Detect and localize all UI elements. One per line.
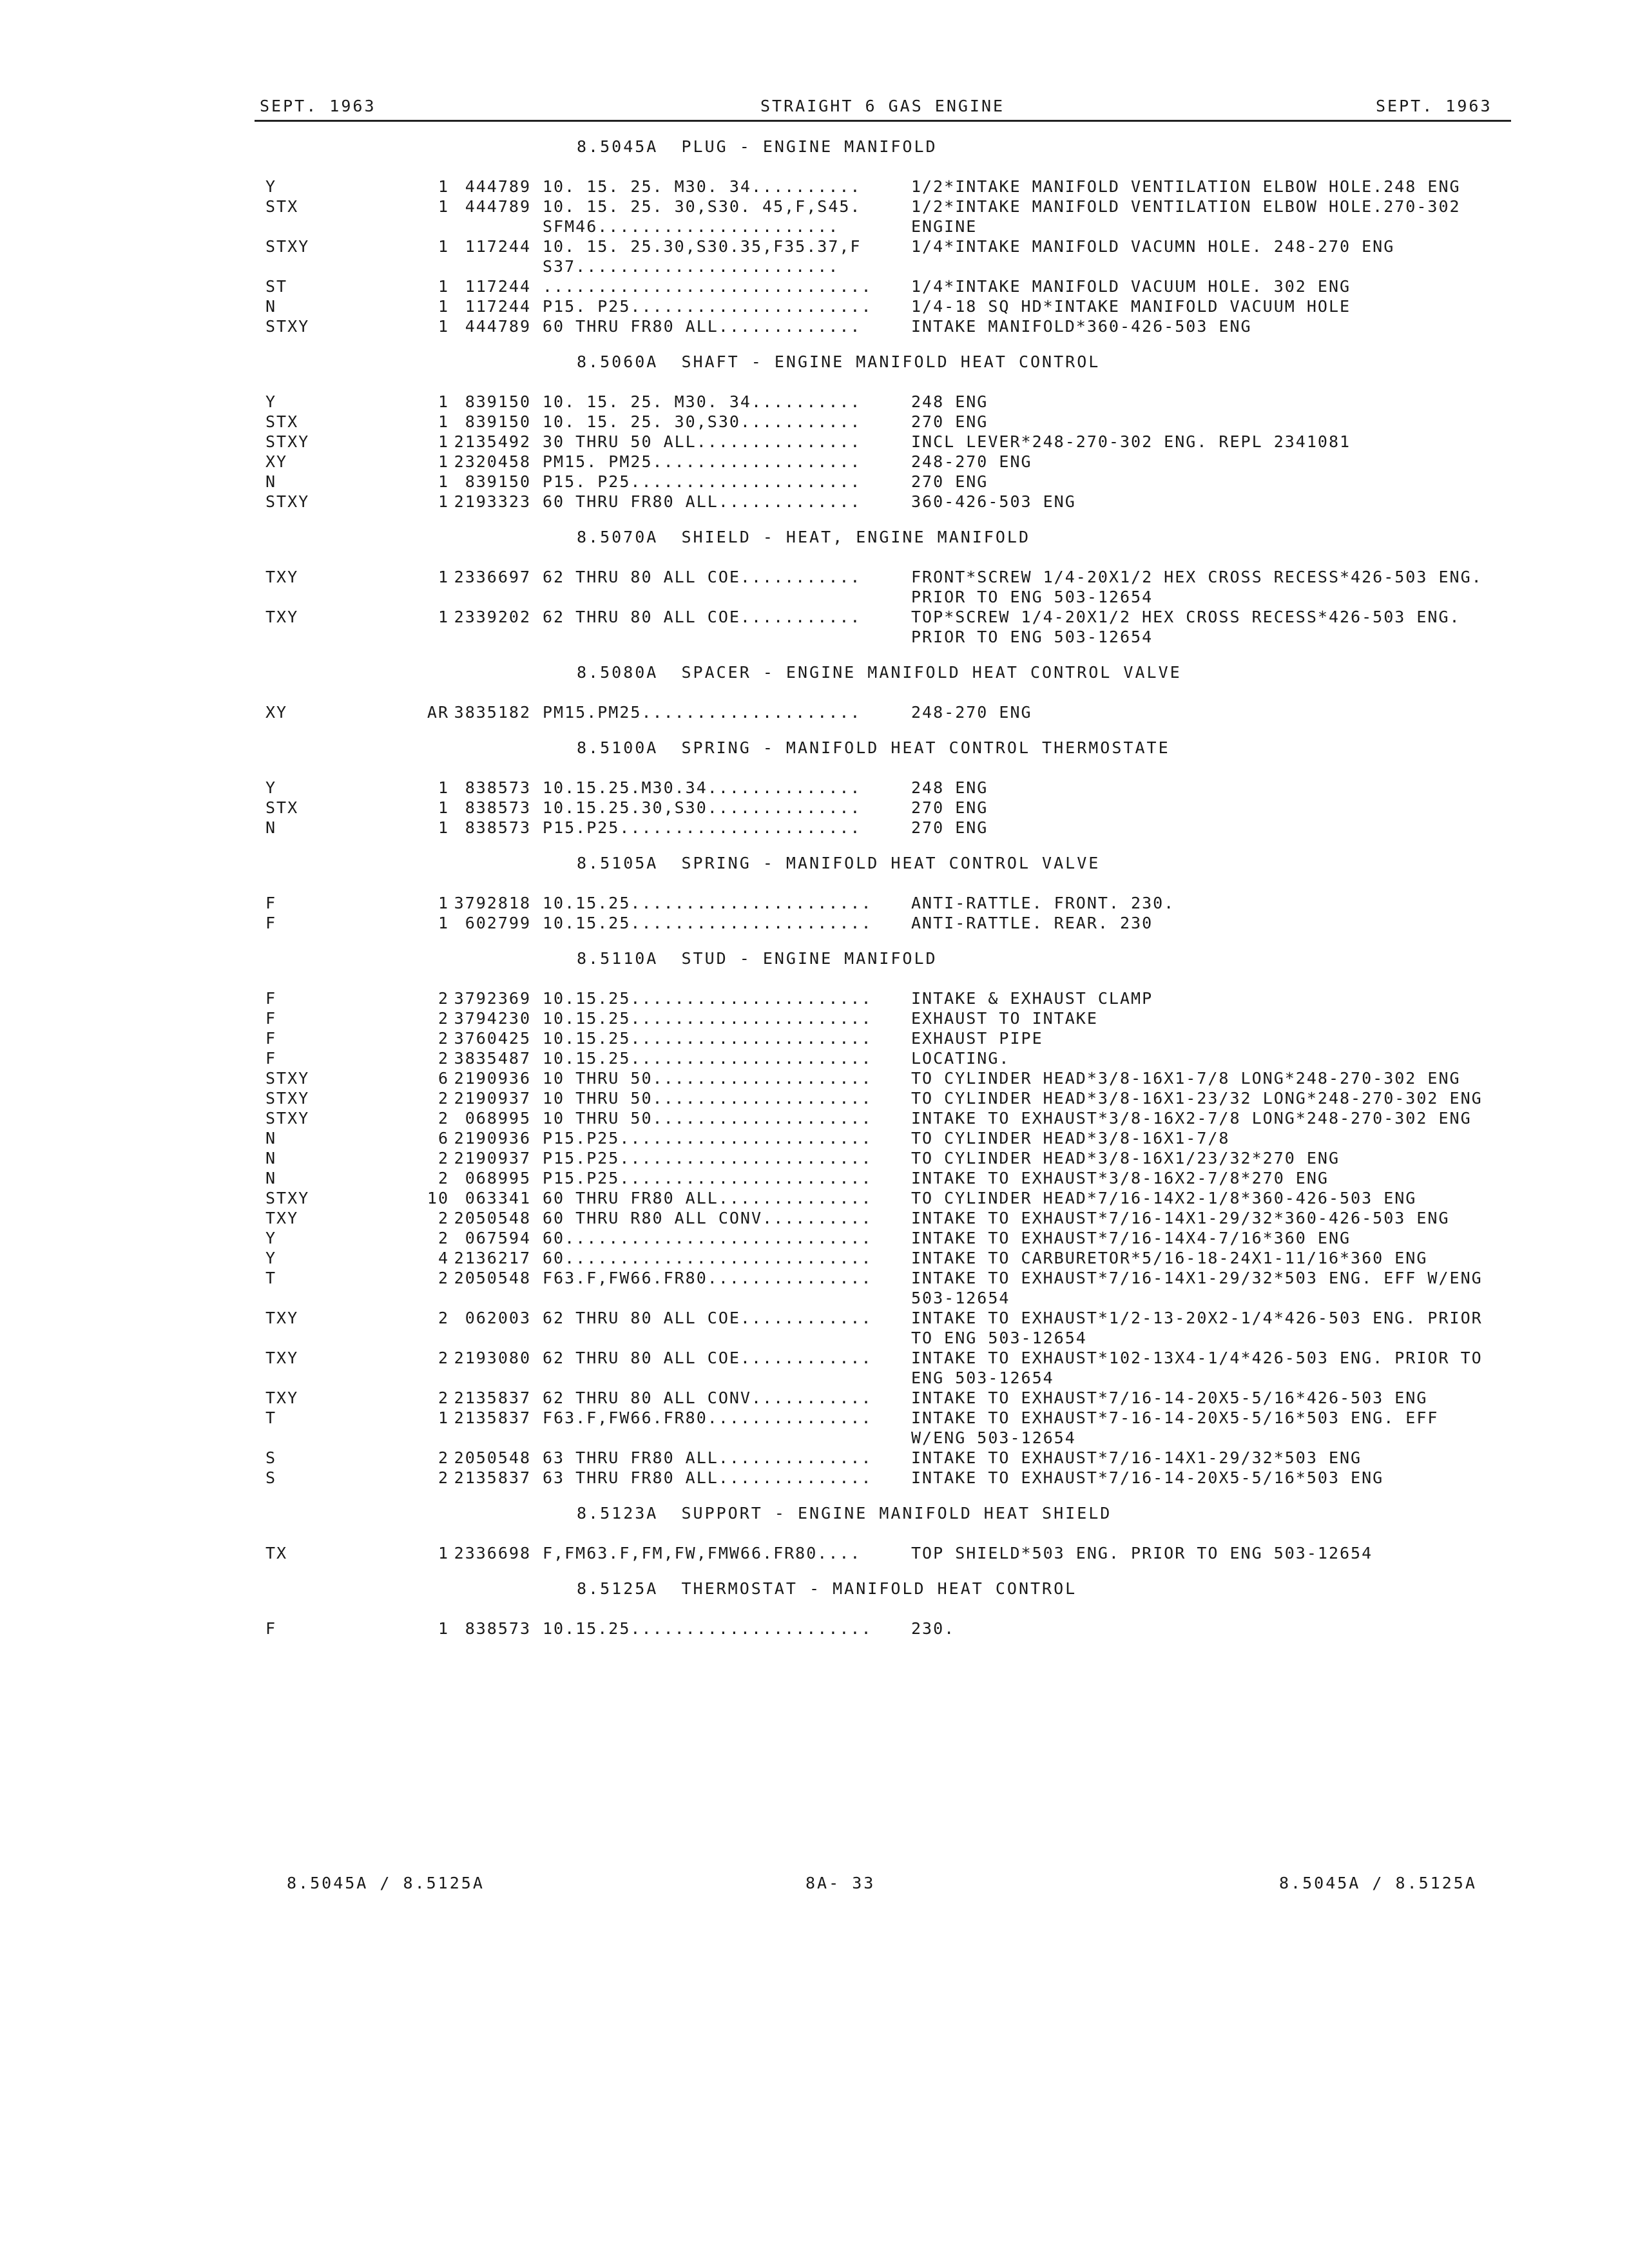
- applicable-models: F63.F,FW66.FR80...............: [543, 1408, 872, 1427]
- part-row: [0, 276, 1629, 296]
- applicable-models: P15. P25.....................: [543, 472, 862, 491]
- section-gap: [0, 336, 1629, 348]
- section-gap: [0, 647, 1629, 658]
- part-description: TOP*SCREW 1/4-20X1/2 HEX CROSS RECESS*426-503 ENG. PRIOR TO ENG 503-12654: [911, 608, 1472, 646]
- part-number: 117244: [465, 237, 531, 256]
- applicable-models: 62 THRU 80 ALL COE............: [543, 1309, 872, 1327]
- model-code: Y: [265, 1249, 277, 1267]
- part-description: 248-270 ENG: [911, 452, 1032, 471]
- quantity: 2: [438, 1269, 449, 1287]
- quantity: 1: [438, 1544, 449, 1562]
- model-code: F: [265, 1619, 277, 1638]
- part-row: [0, 1068, 1629, 1088]
- part-number: 068995: [465, 1109, 531, 1128]
- applicable-models: 10.15.25......................: [543, 1009, 872, 1028]
- quantity: AR: [427, 703, 449, 722]
- part-number: 117244: [465, 297, 531, 316]
- quantity: 2: [438, 1209, 449, 1227]
- section-gap: [0, 933, 1629, 945]
- part-number: 3760425: [454, 1029, 531, 1048]
- part-description: 230.: [911, 1619, 956, 1638]
- part-number: 2136217: [454, 1249, 531, 1267]
- section-gap: [0, 1639, 1629, 1650]
- model-code: N: [265, 818, 277, 837]
- model-code: XY: [265, 703, 288, 722]
- quantity: 1: [438, 472, 449, 491]
- part-description: INTAKE TO EXHAUST*7/16-14X1-29/32*503 ENG. EFF W/ENG 503-12654: [911, 1269, 1494, 1307]
- part-description: FRONT*SCREW 1/4-20X1/2 HEX CROSS RECESS*426-503 ENG. PRIOR TO ENG 503-12654: [911, 568, 1494, 606]
- quantity: 6: [438, 1129, 449, 1148]
- applicable-models: 10.15.25......................: [543, 1029, 872, 1048]
- quantity: 2: [438, 1349, 449, 1367]
- model-code: F: [265, 894, 277, 912]
- section-gap: [0, 838, 1629, 849]
- part-row: [0, 893, 1629, 913]
- part-row: [0, 1248, 1629, 1268]
- section-gap: [0, 512, 1629, 523]
- part-row: [0, 197, 1629, 236]
- part-row: [0, 1148, 1629, 1168]
- quantity: 10: [427, 1189, 449, 1207]
- part-row: [0, 1128, 1629, 1148]
- part-row: [0, 567, 1629, 607]
- model-code: TXY: [265, 1309, 299, 1327]
- section-gap: [0, 722, 1629, 734]
- part-row: [0, 1468, 1629, 1488]
- part-description: 1/4*INTAKE MANIFOLD VACUUM HOLE. 302 ENG: [911, 277, 1351, 296]
- quantity: 1: [438, 778, 449, 797]
- model-code: N: [265, 472, 277, 491]
- part-description: LOCATING.: [911, 1049, 1010, 1068]
- applicable-models: 63 THRU FR80 ALL..............: [543, 1468, 872, 1487]
- parts-section: [0, 133, 1629, 348]
- quantity: 1: [438, 297, 449, 316]
- part-row: [0, 1088, 1629, 1108]
- part-row: [0, 452, 1629, 472]
- applicable-models: 62 THRU 80 ALL CONV...........: [543, 1389, 872, 1407]
- model-code: T: [265, 1408, 277, 1427]
- quantity: 2: [438, 1309, 449, 1327]
- applicable-models: P15. P25......................: [543, 297, 872, 316]
- part-number: 2193080: [454, 1349, 531, 1367]
- part-row: [0, 412, 1629, 432]
- model-code: TXY: [265, 1349, 299, 1367]
- applicable-models: F,FM63.F,FM,FW,FMW66.FR80....: [543, 1544, 862, 1562]
- quantity: 1: [438, 317, 449, 336]
- model-code: STX: [265, 798, 299, 817]
- applicable-models: P15.P25.......................: [543, 1129, 872, 1148]
- model-code: STXY: [265, 1109, 310, 1128]
- quantity: 2: [438, 1029, 449, 1048]
- part-row: [0, 1028, 1629, 1048]
- model-code: N: [265, 297, 277, 316]
- part-description: 270 ENG: [911, 472, 988, 491]
- quantity: 2: [438, 1389, 449, 1407]
- part-number: 838573: [465, 1619, 531, 1638]
- quantity: 2: [438, 1009, 449, 1028]
- applicable-models: 10. 15. 25. 30,S30...........: [543, 412, 862, 431]
- part-description: INTAKE TO EXHAUST*3/8-16X2-7/8*270 ENG: [911, 1169, 1329, 1187]
- quantity: 2: [438, 1089, 449, 1108]
- section-gap: [0, 1488, 1629, 1499]
- part-description: TO CYLINDER HEAD*3/8-16X1/23/32*270 ENG: [911, 1149, 1340, 1168]
- model-code: STXY: [265, 1189, 310, 1207]
- model-code: TXY: [265, 568, 299, 586]
- part-description: INTAKE TO EXHAUST*7/16-14X1-29/32*360-426-503 ENG: [911, 1209, 1450, 1227]
- applicable-models: 60............................: [543, 1249, 872, 1267]
- model-code: Y: [265, 392, 277, 411]
- part-description: EXHAUST PIPE: [911, 1029, 1043, 1048]
- applicable-models: 60 THRU FR80 ALL.............: [543, 492, 862, 511]
- part-number: 062003: [465, 1309, 531, 1327]
- part-number: 3835182: [454, 703, 531, 722]
- model-code: XY: [265, 452, 288, 471]
- section-title: 8.5060A SHAFT - ENGINE MANIFOLD HEAT CONTROL: [577, 352, 1101, 371]
- quantity: 2: [438, 1468, 449, 1487]
- part-number: 063341: [465, 1189, 531, 1207]
- part-number: 2050548: [454, 1448, 531, 1467]
- part-row: [0, 472, 1629, 492]
- part-description: ANTI-RATTLE. REAR. 230: [911, 914, 1153, 932]
- quantity: 1: [438, 608, 449, 626]
- part-number: 2135837: [454, 1408, 531, 1427]
- part-description: INTAKE & EXHAUST CLAMP: [911, 989, 1153, 1008]
- part-row: [0, 607, 1629, 647]
- parts-section: [0, 945, 1629, 1499]
- part-description: 270 ENG: [911, 818, 988, 837]
- part-number: 839150: [465, 472, 531, 491]
- model-code: N: [265, 1129, 277, 1148]
- applicable-models: P15.P25.......................: [543, 1149, 872, 1168]
- part-description: INTAKE TO EXHAUST*1/2-13-20X2-1/4*426-503 ENG. PRIOR TO ENG 503-12654: [911, 1309, 1494, 1347]
- part-description: INTAKE TO EXHAUST*102-13X4-1/4*426-503 ENG. PRIOR TO ENG 503-12654: [911, 1349, 1494, 1387]
- part-description: 270 ENG: [911, 798, 988, 817]
- part-row: [0, 1408, 1629, 1448]
- part-description: 360-426-503 ENG: [911, 492, 1076, 511]
- applicable-models: 10. 15. 25. 30,S30. 45,F,S45. SFM46......................: [543, 197, 872, 236]
- parts-section: [0, 1499, 1629, 1575]
- part-description: TOP SHIELD*503 ENG. PRIOR TO ENG 503-12654: [911, 1544, 1373, 1562]
- part-description: TO CYLINDER HEAD*7/16-14X2-1/8*360-426-503 ENG: [911, 1189, 1417, 1207]
- part-number: 839150: [465, 412, 531, 431]
- applicable-models: PM15. PM25...................: [543, 452, 862, 471]
- model-code: Y: [265, 177, 277, 196]
- section-title: 8.5125A THERMOSTAT - MANIFOLD HEAT CONTROL: [577, 1579, 1077, 1598]
- part-number: 068995: [465, 1169, 531, 1187]
- model-code: F: [265, 1049, 277, 1068]
- parts-section: [0, 734, 1629, 849]
- part-description: INTAKE TO EXHAUST*7/16-14-20X5-5/16*503 ENG: [911, 1468, 1384, 1487]
- applicable-models: 63 THRU FR80 ALL..............: [543, 1448, 872, 1467]
- model-code: STXY: [265, 317, 310, 336]
- part-number: 838573: [465, 798, 531, 817]
- model-code: N: [265, 1149, 277, 1168]
- parts-section: [0, 1575, 1629, 1650]
- part-description: INTAKE MANIFOLD*360-426-503 ENG: [911, 317, 1252, 336]
- applicable-models: 10.15.25......................: [543, 894, 872, 912]
- part-row: [0, 1008, 1629, 1028]
- part-row: [0, 492, 1629, 512]
- part-number: 2336698: [454, 1544, 531, 1562]
- header-date-left: SEPT. 1963: [260, 97, 376, 115]
- part-description: 1/2*INTAKE MANIFOLD VENTILATION ELBOW HOLE.270-302 ENGINE: [911, 197, 1472, 236]
- quantity: 1: [438, 237, 449, 256]
- part-row: [0, 392, 1629, 412]
- quantity: 6: [438, 1069, 449, 1088]
- model-code: TX: [265, 1544, 288, 1562]
- parts-section: [0, 658, 1629, 734]
- part-number: 602799: [465, 914, 531, 932]
- applicable-models: 10 THRU 50....................: [543, 1109, 872, 1128]
- part-number: 2050548: [454, 1269, 531, 1287]
- part-number: 444789: [465, 317, 531, 336]
- model-code: S: [265, 1468, 277, 1487]
- model-code: S: [265, 1448, 277, 1467]
- part-description: 270 ENG: [911, 412, 988, 431]
- part-row: [0, 296, 1629, 316]
- section-title: 8.5045A PLUG - ENGINE MANIFOLD: [577, 137, 938, 156]
- part-number: 2190936: [454, 1069, 531, 1088]
- applicable-models: F63.F,FW66.FR80...............: [543, 1269, 872, 1287]
- model-code: STXY: [265, 492, 310, 511]
- part-row: [0, 798, 1629, 818]
- part-row: [0, 432, 1629, 452]
- part-number: 2339202: [454, 608, 531, 626]
- part-description: INTAKE TO EXHAUST*7/16-14X4-7/16*360 ENG: [911, 1229, 1351, 1247]
- applicable-models: 10. 15. 25.30,S30.35,F35.37,F S37........................: [543, 237, 872, 276]
- part-number: 3835487: [454, 1049, 531, 1068]
- part-row: [0, 1048, 1629, 1068]
- part-number: 444789: [465, 197, 531, 216]
- applicable-models: ..............................: [543, 277, 872, 296]
- part-number: 838573: [465, 778, 531, 797]
- applicable-models: 10.15.25......................: [543, 914, 872, 932]
- header-date-right: SEPT. 1963: [1376, 97, 1492, 115]
- part-number: 2050548: [454, 1209, 531, 1227]
- quantity: 1: [438, 568, 449, 586]
- applicable-models: 60 THRU FR80 ALL.............: [543, 317, 862, 336]
- quantity: 2: [438, 1229, 449, 1247]
- model-code: STXY: [265, 432, 310, 451]
- part-row: [0, 177, 1629, 197]
- applicable-models: 10.15.25......................: [543, 989, 872, 1008]
- section-title: 8.5105A SPRING - MANIFOLD HEAT CONTROL VALVE: [577, 854, 1101, 872]
- applicable-models: 60............................: [543, 1229, 872, 1247]
- part-description: INTAKE TO EXHAUST*7-16-14-20X5-5/16*503 ENG. EFF W/ENG 503-12654: [911, 1408, 1450, 1447]
- applicable-models: P15.P25.......................: [543, 1169, 872, 1187]
- quantity: 2: [438, 989, 449, 1008]
- part-description: INTAKE TO EXHAUST*7/16-14-20X5-5/16*426-503 ENG: [911, 1389, 1428, 1407]
- part-row: [0, 1308, 1629, 1348]
- page-number: 8A- 33: [805, 1874, 876, 1892]
- section-title: 8.5070A SHIELD - HEAT, ENGINE MANIFOLD: [577, 528, 1030, 546]
- part-row: [0, 1619, 1629, 1639]
- part-number: 3794230: [454, 1009, 531, 1028]
- applicable-models: P15.P25......................: [543, 818, 862, 837]
- part-row: [0, 1108, 1629, 1128]
- quantity: 1: [438, 894, 449, 912]
- model-code: STX: [265, 412, 299, 431]
- part-row: [0, 1208, 1629, 1228]
- part-number: 2320458: [454, 452, 531, 471]
- model-code: TXY: [265, 608, 299, 626]
- part-row: [0, 1168, 1629, 1188]
- applicable-models: 60 THRU FR80 ALL..............: [543, 1189, 872, 1207]
- quantity: 1: [438, 277, 449, 296]
- quantity: 1: [438, 452, 449, 471]
- applicable-models: 30 THRU 50 ALL...............: [543, 432, 862, 451]
- parts-section: [0, 849, 1629, 945]
- part-row: [0, 1448, 1629, 1468]
- model-code: F: [265, 914, 277, 932]
- applicable-models: 10.15.25......................: [543, 1619, 872, 1638]
- applicable-models: 62 THRU 80 ALL COE............: [543, 1349, 872, 1367]
- applicable-models: 10 THRU 50....................: [543, 1089, 872, 1108]
- part-description: INTAKE TO EXHAUST*7/16-14X1-29/32*503 ENG: [911, 1448, 1362, 1467]
- quantity: 1: [438, 432, 449, 451]
- part-description: EXHAUST TO INTAKE: [911, 1009, 1098, 1028]
- part-description: TO CYLINDER HEAD*3/8-16X1-23/32 LONG*248-270-302 ENG: [911, 1089, 1483, 1108]
- part-row: [0, 778, 1629, 798]
- part-row: [0, 1268, 1629, 1308]
- applicable-models: PM15.PM25....................: [543, 703, 862, 722]
- part-row: [0, 236, 1629, 276]
- section-title: 8.5080A SPACER - ENGINE MANIFOLD HEAT CONTROL VALVE: [577, 663, 1182, 682]
- part-description: 1/2*INTAKE MANIFOLD VENTILATION ELBOW HOLE.248 ENG: [911, 177, 1461, 196]
- section-gap: [0, 1563, 1629, 1575]
- part-row: [0, 1388, 1629, 1408]
- applicable-models: 10. 15. 25. M30. 34..........: [543, 392, 862, 411]
- part-number: 444789: [465, 177, 531, 196]
- part-number: 067594: [465, 1229, 531, 1247]
- model-code: N: [265, 1169, 277, 1187]
- part-number: 117244: [465, 277, 531, 296]
- applicable-models: 62 THRU 80 ALL COE...........: [543, 608, 862, 626]
- part-description: ANTI-RATTLE. FRONT. 230.: [911, 894, 1175, 912]
- model-code: TXY: [265, 1389, 299, 1407]
- part-number: 2190936: [454, 1129, 531, 1148]
- footer-range-left: 8.5045A / 8.5125A: [287, 1874, 485, 1892]
- parts-list: [0, 133, 1629, 1650]
- model-code: Y: [265, 778, 277, 797]
- applicable-models: 10. 15. 25. M30. 34..........: [543, 177, 862, 196]
- part-description: 248 ENG: [911, 392, 988, 411]
- part-number: 3792369: [454, 989, 531, 1008]
- model-code: F: [265, 1009, 277, 1028]
- part-row: [0, 1348, 1629, 1388]
- part-number: 3792818: [454, 894, 531, 912]
- part-description: TO CYLINDER HEAD*3/8-16X1-7/8: [911, 1129, 1230, 1148]
- part-row: [0, 1188, 1629, 1208]
- part-description: 248 ENG: [911, 778, 988, 797]
- quantity: 1: [438, 1408, 449, 1427]
- part-number: 839150: [465, 392, 531, 411]
- part-description: INCL LEVER*248-270-302 ENG. REPL 2341081: [911, 432, 1351, 451]
- quantity: 1: [438, 914, 449, 932]
- applicable-models: 10.15.25......................: [543, 1049, 872, 1068]
- part-number: 2190937: [454, 1089, 531, 1108]
- part-row: [0, 988, 1629, 1008]
- quantity: 2: [438, 1169, 449, 1187]
- quantity: 1: [438, 412, 449, 431]
- quantity: 2: [438, 1149, 449, 1168]
- applicable-models: 10.15.25.30,S30..............: [543, 798, 862, 817]
- part-description: 1/4*INTAKE MANIFOLD VACUMN HOLE. 248-270 ENG: [911, 237, 1395, 256]
- quantity: 1: [438, 818, 449, 837]
- applicable-models: 60 THRU R80 ALL CONV..........: [543, 1209, 872, 1227]
- part-number: 2135837: [454, 1389, 531, 1407]
- parts-section: [0, 523, 1629, 658]
- part-number: 2336697: [454, 568, 531, 586]
- quantity: 2: [438, 1049, 449, 1068]
- model-code: STXY: [265, 1089, 310, 1108]
- model-code: F: [265, 1029, 277, 1048]
- footer-range-right: 8.5045A / 8.5125A: [1279, 1874, 1477, 1892]
- quantity: 4: [438, 1249, 449, 1267]
- quantity: 2: [438, 1448, 449, 1467]
- part-number: 2190937: [454, 1149, 531, 1168]
- quantity: 2: [438, 1109, 449, 1128]
- model-code: Y: [265, 1229, 277, 1247]
- model-code: STXY: [265, 237, 310, 256]
- part-description: TO CYLINDER HEAD*3/8-16X1-7/8 LONG*248-270-302 ENG: [911, 1069, 1461, 1088]
- part-row: [0, 702, 1629, 722]
- quantity: 1: [438, 1619, 449, 1638]
- section-title: 8.5100A SPRING - MANIFOLD HEAT CONTROL THERMOSTATE: [577, 738, 1170, 757]
- section-title: 8.5123A SUPPORT - ENGINE MANIFOLD HEAT SHIELD: [577, 1504, 1112, 1523]
- model-code: TXY: [265, 1209, 299, 1227]
- applicable-models: 10 THRU 50....................: [543, 1069, 872, 1088]
- header-title: STRAIGHT 6 GAS ENGINE: [760, 97, 1005, 115]
- model-code: ST: [265, 277, 288, 296]
- part-description: INTAKE TO EXHAUST*3/8-16X2-7/8 LONG*248-270-302 ENG: [911, 1109, 1472, 1128]
- model-code: F: [265, 989, 277, 1008]
- model-code: STX: [265, 197, 299, 216]
- part-number: 2135837: [454, 1468, 531, 1487]
- part-description: 248-270 ENG: [911, 703, 1032, 722]
- part-row: [0, 1543, 1629, 1563]
- part-number: 2193323: [454, 492, 531, 511]
- quantity: 1: [438, 197, 449, 216]
- section-title: 8.5110A STUD - ENGINE MANIFOLD: [577, 949, 938, 968]
- parts-section: [0, 348, 1629, 523]
- quantity: 1: [438, 492, 449, 511]
- applicable-models: 10.15.25.M30.34..............: [543, 778, 862, 797]
- part-row: [0, 913, 1629, 933]
- quantity: 1: [438, 798, 449, 817]
- part-description: 1/4-18 SQ HD*INTAKE MANIFOLD VACUUM HOLE: [911, 297, 1351, 316]
- model-code: T: [265, 1269, 277, 1287]
- header-rule: [255, 120, 1511, 122]
- model-code: STXY: [265, 1069, 310, 1088]
- part-row: [0, 316, 1629, 336]
- applicable-models: 62 THRU 80 ALL COE...........: [543, 568, 862, 586]
- part-description: INTAKE TO CARBURETOR*5/16-18-24X1-11/16*360 ENG: [911, 1249, 1428, 1267]
- part-number: 838573: [465, 818, 531, 837]
- quantity: 1: [438, 392, 449, 411]
- quantity: 1: [438, 177, 449, 196]
- part-row: [0, 818, 1629, 838]
- part-number: 2135492: [454, 432, 531, 451]
- part-row: [0, 1228, 1629, 1248]
